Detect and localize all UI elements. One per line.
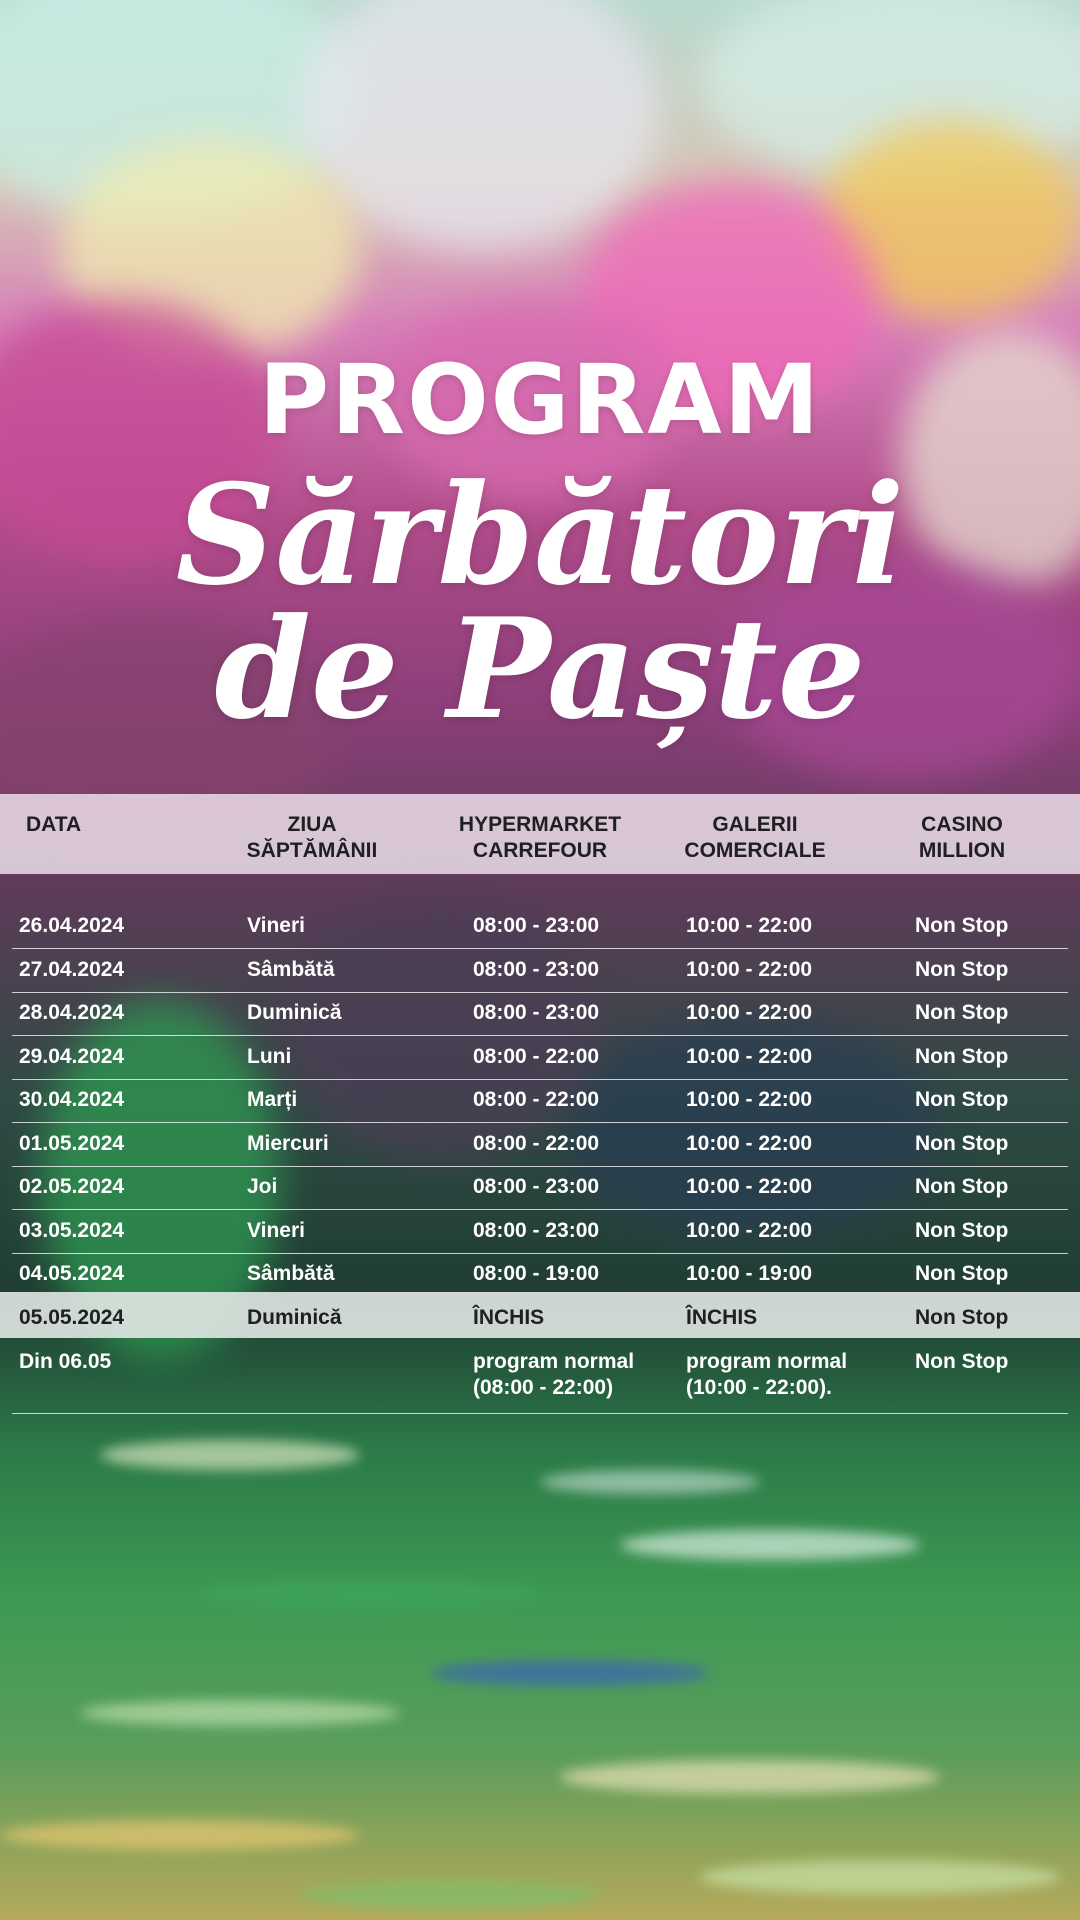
header-casino [892, 812, 1032, 864]
final-row-galerii-line2: (10:00 - 22:00). [686, 1376, 832, 1399]
cell-casino: Non Stop [915, 1262, 1009, 1285]
title-sarbatori: Sărbători [175, 453, 905, 616]
final-row-hyper [473, 1349, 634, 1401]
row-divider [12, 1166, 1068, 1167]
cell-day: Duminică [247, 1001, 342, 1024]
cell-hypermarket: 08:00 - 19:00 [473, 1262, 600, 1285]
cell-date: 27.04.2024 [19, 958, 125, 981]
cell-casino: Non Stop [915, 1045, 1009, 1068]
cell-galerii: 10:00 - 19:00 [686, 1262, 813, 1285]
row-divider [12, 948, 1068, 949]
cell-date: 05.05.2024 [19, 1306, 125, 1329]
cell-casino: Non Stop [915, 1219, 1009, 1242]
cell-date: 03.05.2024 [19, 1219, 125, 1242]
header-hypermarket-line1: HYPERMARKET [458, 813, 622, 836]
cell-date: 28.04.2024 [19, 1001, 125, 1024]
cell-day: Vineri [247, 1219, 305, 1242]
header-galerii [660, 812, 850, 864]
title-de-paste: de Paște [214, 587, 866, 750]
cell-galerii: 10:00 - 22:00 [686, 1088, 813, 1111]
cell-hypermarket: 08:00 - 23:00 [473, 914, 600, 937]
cell-date: 30.04.2024 [19, 1088, 125, 1111]
cell-date: 02.05.2024 [19, 1175, 125, 1198]
row-divider [12, 992, 1068, 993]
final-row-hyper-line1: program normal [473, 1350, 635, 1373]
row-divider [12, 1253, 1068, 1254]
table-bottom-divider [12, 1413, 1068, 1414]
cell-casino: Non Stop [915, 1306, 1009, 1329]
cell-day: Marți [247, 1088, 298, 1111]
cell-galerii: 10:00 - 22:00 [686, 1001, 813, 1024]
cell-hypermarket: 08:00 - 22:00 [473, 1088, 600, 1111]
cell-galerii: 10:00 - 22:00 [686, 1132, 813, 1155]
cell-casino: Non Stop [915, 914, 1009, 937]
cell-date: 04.05.2024 [19, 1262, 125, 1285]
cell-galerii: 10:00 - 22:00 [686, 914, 813, 937]
header-casino-line2: MILLION [918, 839, 1006, 862]
row-divider [12, 1122, 1068, 1123]
cell-casino: Non Stop [915, 1088, 1009, 1111]
cell-date: 29.04.2024 [19, 1045, 125, 1068]
header-ziua-line2: SĂPTĂMÂNII [246, 839, 378, 862]
cell-casino: Non Stop [915, 958, 1009, 981]
cell-casino: Non Stop [915, 1175, 1009, 1198]
cell-hypermarket: ÎNCHIS [473, 1306, 545, 1329]
row-divider [12, 1209, 1068, 1210]
cell-casino: Non Stop [915, 1132, 1009, 1155]
header-ziua [222, 812, 402, 864]
cell-day: Miercuri [247, 1132, 329, 1155]
header-hypermarket [440, 812, 640, 864]
cell-day: Sâmbătă [247, 1262, 335, 1285]
cell-day: Luni [247, 1045, 292, 1068]
cell-hypermarket: 08:00 - 22:00 [473, 1132, 600, 1155]
final-row-hyper-line2: (08:00 - 22:00) [473, 1376, 614, 1399]
final-row-casino: Non Stop [915, 1350, 1009, 1373]
cell-hypermarket: 08:00 - 23:00 [473, 1175, 600, 1198]
cell-galerii: 10:00 - 22:00 [686, 1219, 813, 1242]
cell-hypermarket: 08:00 - 23:00 [473, 1219, 600, 1242]
header-galerii-line1: GALERII [712, 813, 798, 836]
cell-galerii: 10:00 - 22:00 [686, 1045, 813, 1068]
title-program: PROGRAM [258, 344, 822, 456]
header-data: DATA [26, 813, 82, 836]
final-row-galerii [686, 1349, 847, 1401]
cell-hypermarket: 08:00 - 23:00 [473, 1001, 600, 1024]
header-hypermarket-line2: CARREFOUR [472, 839, 608, 862]
header-casino-line1: CASINO [921, 813, 1003, 836]
header-ziua-line1: ZIUA [287, 813, 337, 836]
cell-day: Duminică [247, 1306, 342, 1329]
cell-galerii: ÎNCHIS [686, 1306, 758, 1329]
row-divider [12, 1035, 1068, 1036]
final-row-date: Din 06.05 [19, 1350, 112, 1373]
cell-day: Sâmbătă [247, 958, 335, 981]
cell-day: Vineri [247, 914, 305, 937]
final-row-galerii-line1: program normal [686, 1350, 848, 1373]
cell-galerii: 10:00 - 22:00 [686, 958, 813, 981]
row-divider [12, 1079, 1068, 1080]
cell-hypermarket: 08:00 - 23:00 [473, 958, 600, 981]
cell-date: 26.04.2024 [19, 914, 125, 937]
cell-day: Joi [247, 1175, 278, 1198]
cell-hypermarket: 08:00 - 22:00 [473, 1045, 600, 1068]
cell-casino: Non Stop [915, 1001, 1009, 1024]
cell-galerii: 10:00 - 22:00 [686, 1175, 813, 1198]
cell-date: 01.05.2024 [19, 1132, 125, 1155]
header-galerii-line2: COMERCIALE [684, 839, 826, 862]
